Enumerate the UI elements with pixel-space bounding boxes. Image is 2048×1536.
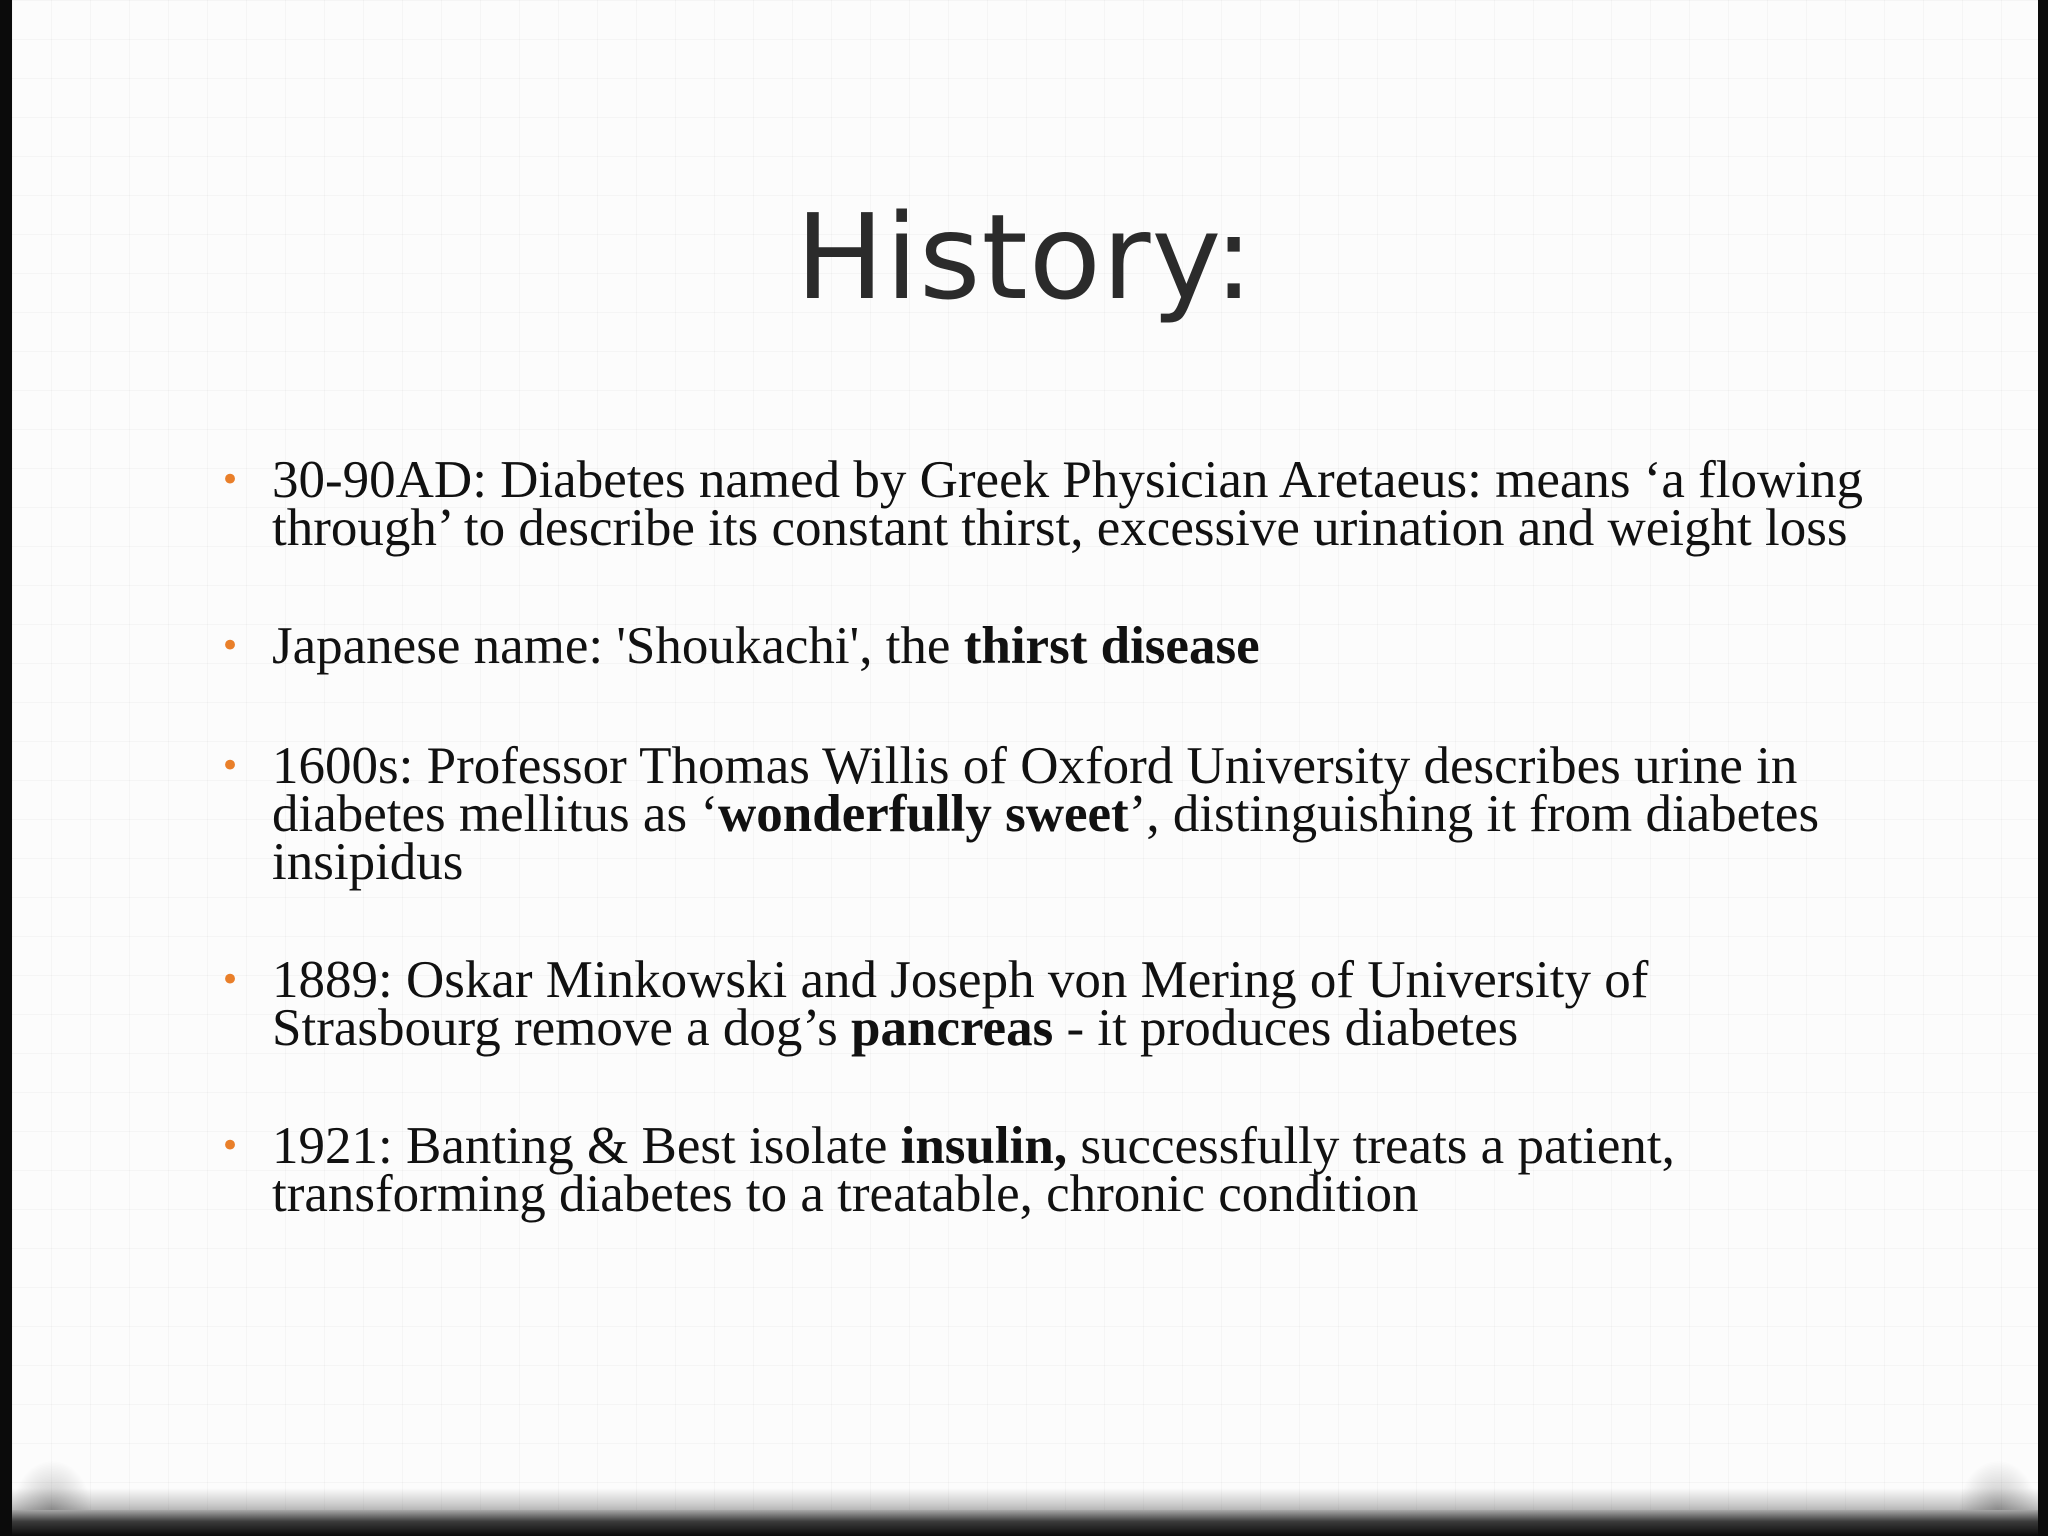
bullet-dot-icon: • xyxy=(220,1126,241,1166)
bullet-item-minkowski xyxy=(208,951,1888,1057)
bullet-emphasis: thirst disease xyxy=(963,617,1260,675)
bullet-text-tail: - it produces diabetes xyxy=(1053,999,1519,1057)
slide xyxy=(12,0,2038,1510)
bullet-item-willis xyxy=(208,737,1888,891)
slide-bottom-edge xyxy=(12,1510,2038,1536)
bullet-text: 30-90AD: Diabetes named by Greek Physician Aretaeus: means ‘a flowing through’ to describe its constant thirst, excessive urination and weight loss xyxy=(272,451,1864,557)
bullet-item-japanese-name xyxy=(208,617,1888,675)
bullet-text-tail: successfully treats a patient, transforming diabetes to a treatable, chronic condition xyxy=(272,1117,1675,1223)
bullet-dot-icon: • xyxy=(220,626,241,666)
bullet-dot-icon: • xyxy=(220,460,241,500)
bullet-item-aretaeus xyxy=(208,451,1888,557)
bullet-list xyxy=(208,451,1888,1288)
bullet-text: 1600s: Professor Thomas Willis of Oxford University describes urine in diabetes mellitus as ‘ xyxy=(272,737,1798,843)
bullet-dot-icon: • xyxy=(220,960,241,1000)
slide-bottom-shadow xyxy=(12,1488,2038,1510)
bullet-text-tail: ’, distinguishing it from diabetes insipidus xyxy=(272,785,1820,891)
bullet-text: 1889: Oskar Minkowski and Joseph von Mering of University of Strasbourg remove a dog’s xyxy=(272,951,1649,1057)
slide-title: History: xyxy=(795,188,1255,326)
bullet-item-banting-best xyxy=(208,1117,1888,1223)
bullet-dot-icon: • xyxy=(220,746,241,786)
bullet-emphasis: pancreas xyxy=(851,999,1054,1057)
bullet-text: Japanese name: 'Shoukachi', the xyxy=(272,617,964,675)
bullet-emphasis: insulin, xyxy=(900,1117,1068,1175)
bullet-text: 1921: Banting & Best isolate xyxy=(272,1117,901,1175)
bullet-emphasis: wonderfully sweet xyxy=(717,785,1129,843)
